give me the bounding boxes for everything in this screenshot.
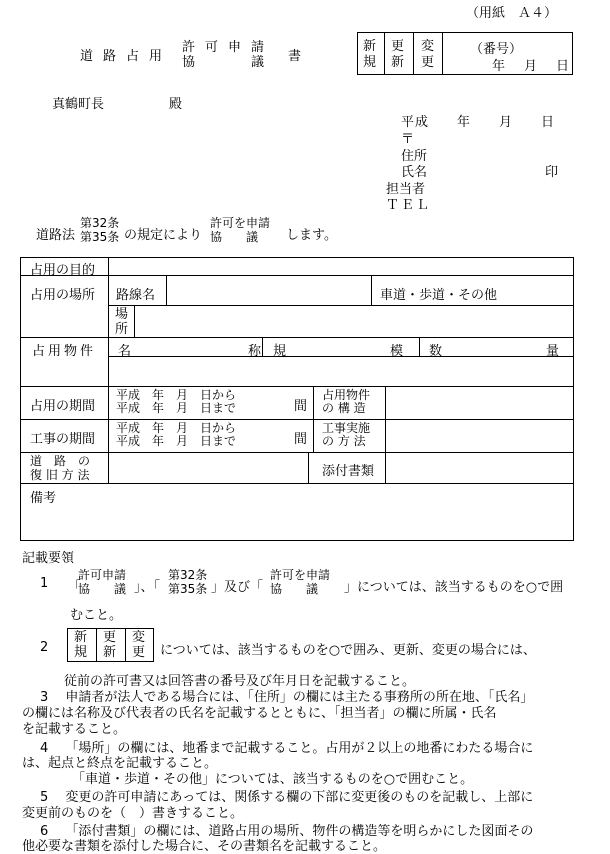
note-1-mid2: 」及び「 <box>211 580 264 595</box>
header-number-label: （番号） <box>470 42 523 57</box>
title-main: 道路占用 <box>80 49 173 64</box>
note-1-tail: 」については、該当するものを○で囲 <box>344 580 564 595</box>
place-label: 場 所 <box>115 307 129 337</box>
note-6: 6 「添付書類」の欄には、道路占用の場所、物件の構造等を明らかにした図面その <box>40 824 534 839</box>
contact-person-label: 担当者 <box>386 182 426 197</box>
addressee: 真鶴町長 殿 <box>52 97 183 112</box>
purpose-label: 占用の目的 <box>30 263 96 278</box>
route-name-label: 路線名 <box>116 288 156 303</box>
note-2-text: については、該当するものを○で囲み、更新、変更の場合には、 <box>160 643 536 658</box>
note-4-line3: 「車道・歩道・その他」については、該当するものを○で囲むこと。 <box>72 772 474 787</box>
header-renew: 更 新 <box>391 39 405 70</box>
note-2-number: 2 <box>40 640 49 655</box>
col-qty-label: 数 量 <box>429 344 560 359</box>
note-1-mid1: 」、「 <box>134 580 161 595</box>
objects-label: 占用物件 <box>32 344 97 359</box>
note-1-line2: むこと。 <box>70 608 123 623</box>
seal-label: 印 <box>545 165 559 180</box>
period-label: 占用の期間 <box>30 399 96 414</box>
application-date: 平成 年 月 日 <box>401 115 556 130</box>
work-period-dates: 平成 年 月 日から 平成 年 月 日まで <box>116 421 237 448</box>
col-scale-label: 規 模 <box>273 344 404 359</box>
note-3-line2: の欄には名称及び代表者の氏名を記載するとともに、「担当者」の欄に所属・氏名 <box>22 706 497 721</box>
period-interval-label: 間 <box>294 399 308 414</box>
intro-request: 許可を申請 協 議 <box>210 216 271 244</box>
note-6-line2: 他必要な書類を添付した場合に、その書類名を記載すること。 <box>22 839 387 854</box>
note-1-number: 1 <box>40 576 49 591</box>
location-label: 占用の場所 <box>30 288 96 303</box>
remarks-label: 備考 <box>30 491 57 506</box>
period-dates: 平成 年 月 日から 平成 年 月 日まで <box>116 388 237 415</box>
intro-prefix: 道路法 <box>36 228 76 243</box>
note-4-line2: は、起点と終点を記載すること。 <box>22 756 218 771</box>
note-1-a: 許可申請 協 議 <box>78 568 127 596</box>
col-name-label: 名 称 <box>118 344 262 359</box>
header-date-label: 年 月 日 <box>492 59 573 74</box>
intro-middle: の規定により <box>124 228 203 243</box>
title-alt-bottom: 協 議 <box>182 55 275 70</box>
header-new: 新 規 <box>363 39 377 70</box>
work-period-label: 工事の期間 <box>30 432 96 447</box>
note-4: 4 「場所」の欄には、地番まで記載すること。占用が２以上の地番にわたる場合に <box>40 741 534 756</box>
title-alt-top: 許可申請 <box>182 40 275 55</box>
note-3: 3 申請者が法人である場合には、「住所」の欄には主たる事務所の所在地、「氏名」 <box>40 690 534 705</box>
notes-heading: 記載要領 <box>22 551 75 566</box>
method-label: 工事実施 の 方 法 <box>322 421 371 448</box>
address-label: 住所 <box>401 149 428 164</box>
intro-suffix: します。 <box>286 228 337 243</box>
work-interval-label: 間 <box>294 432 308 447</box>
note-1-b: 第32条 第35条 <box>168 568 208 596</box>
tel-label: ＴＥＬ <box>386 198 432 213</box>
road-type-label: 車道・歩道・その他 <box>380 288 498 303</box>
postal-mark: 〒 <box>401 132 415 147</box>
paper-size-note: （用紙 Ａ４） <box>466 6 558 21</box>
structure-label: 占用物件 の 構 造 <box>322 388 371 415</box>
note-1-c: 許可を申請 協 議 <box>270 568 331 596</box>
note-3-line3: を記載すること。 <box>22 722 127 737</box>
name-label: 氏名 <box>401 165 428 180</box>
note-2-line2: 従前の許可書又は回答書の番号及び年月日を記載すること。 <box>64 674 416 689</box>
title-suffix: 書 <box>288 49 302 64</box>
note-5-line2: 変更前のものを（ ）書きすること。 <box>22 806 244 821</box>
restore-label: 道 路 の 復 旧 方 法 <box>30 454 91 482</box>
header-change: 変 更 <box>421 39 435 70</box>
intro-articles: 第32条 第35条 <box>80 216 120 244</box>
attachments-label: 添付書類 <box>322 464 375 479</box>
title-alt <box>182 40 274 70</box>
note-5: 5 変更の許可申請にあっては、関係する欄の下部に変更後のものを記載し、上部に <box>40 790 534 805</box>
